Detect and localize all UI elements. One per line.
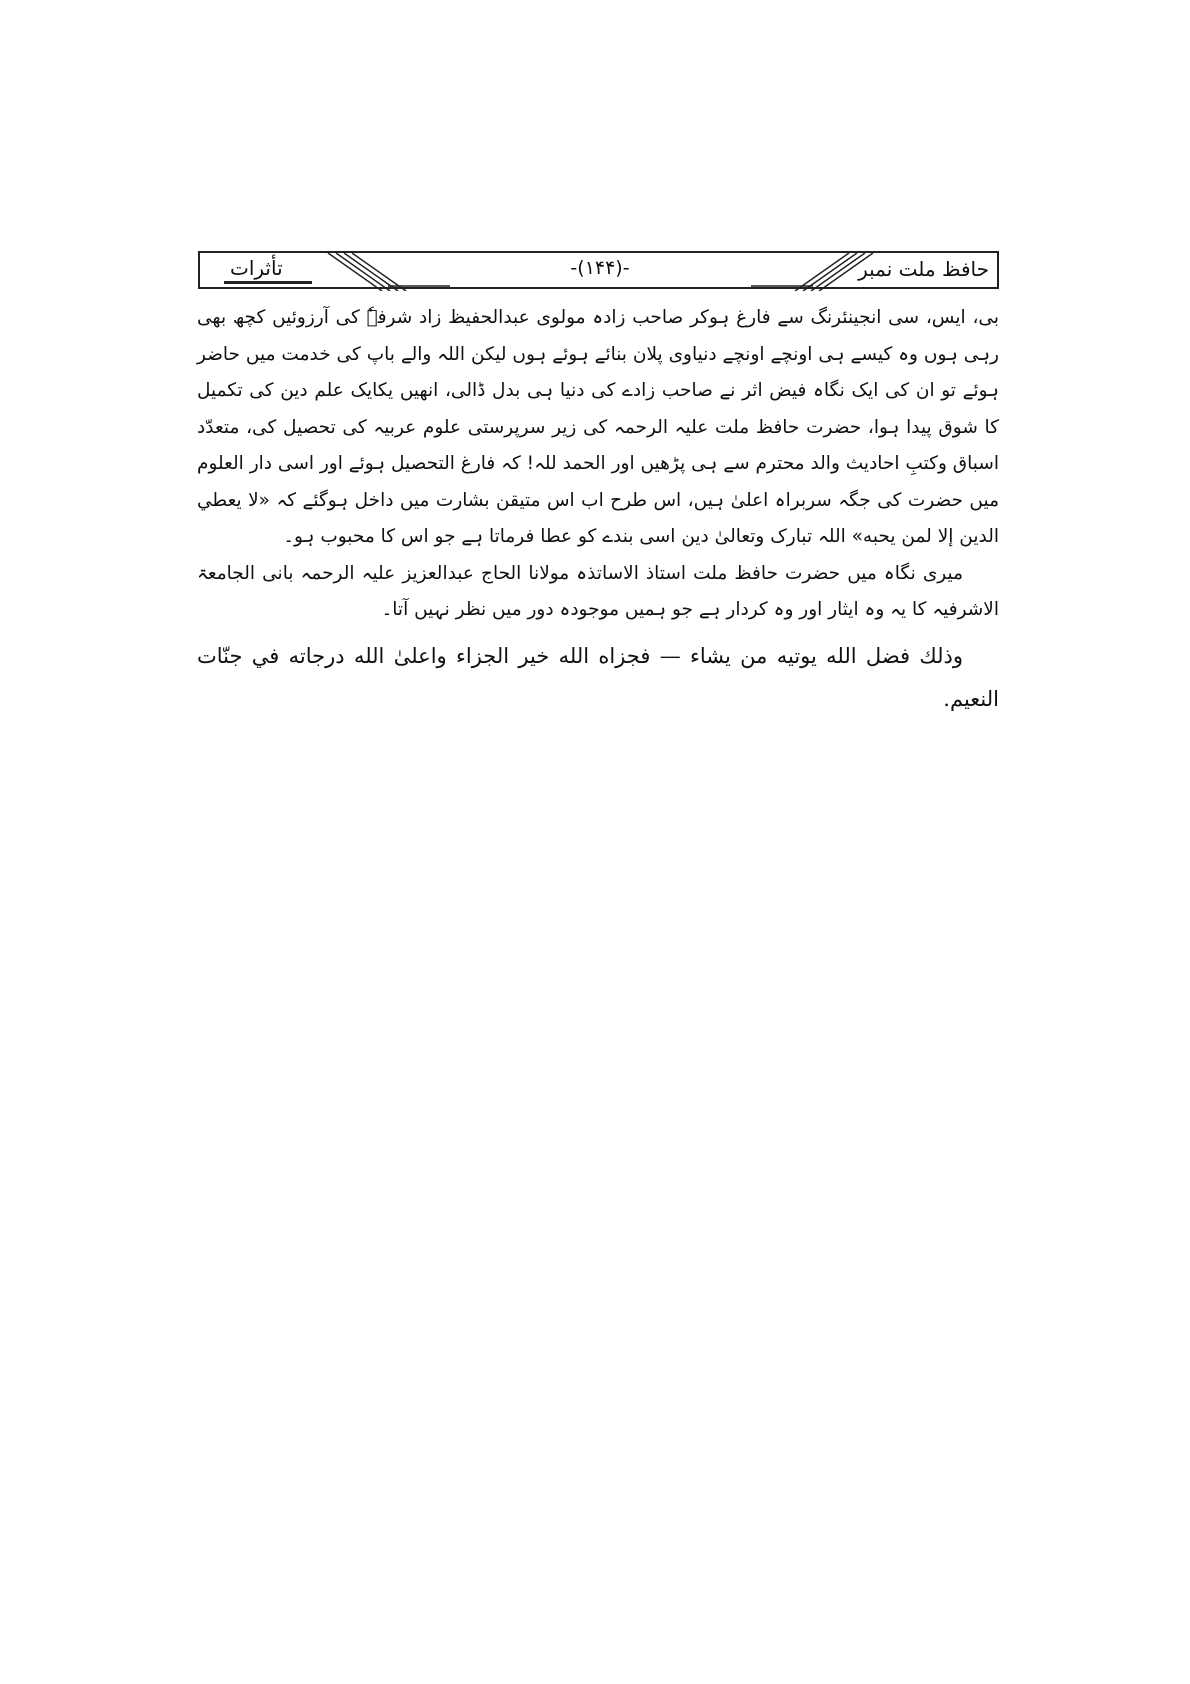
section-title: تأثرات (230, 256, 283, 280)
page-number: -(۱۴۴)- (570, 257, 630, 279)
page-body (197, 300, 999, 721)
body-paragraph: میری نگاہ میں حضرت حافظ ملت استاذ الاساتذہ مولانا الحاج عبدالعزیز علیہ الرحمہ بانی الجامعۃ الاشرفیہ کا یہ وہ ایثار اور وہ کردار ہے جو ہمیں موجودہ دور میں نظر نہیں آتا۔ (197, 562, 999, 620)
body-paragraph: بی، ایس، سی انجینئرنگ سے فارغ ہوکر صاحب زادہ مولوی عبدالحفیظ زاد شرفہٗ کی آرزوئیں کچھ بھی رہی ہوں وہ کیسے ہی اونچے اونچے دنیاوی پلان بنائے ہوئے ہوں لیکن اللہ والے باپ کی خدمت میں حاضر ہوئے تو ان کی ایک نگاہ فیض اثر نے صاحب زادے کی دنیا ہی بدل ڈالی، انھیں یکایک علم دین کی تکمیل کا شوق پیدا ہوا، حضرت حافظ ملت علیہ الرحمہ کی زیر سرپرستی علوم عربیہ کی تحصیل کی، متعدّد اسباق وکتبِ احادیث والد محترم سے ہی پڑھیں اور الحمد للہ! کہ فارغ التحصیل ہوئے اور اسی دار العلوم میں حضرت کی جگہ سربراہ اعلیٰ ہیں، اس طرح اب اس متیقن بشارت میں داخل ہوگئے کہ «لا يعطي الدين إلا لمن يحبه» اللہ تبارک وتعالیٰ دین اسی بندے کو عطا فرماتا ہے جو اس کا محبوب ہو۔ (196, 307, 999, 547)
closing-prayer: وذلك فضل الله يوتيه من يشاء — فجزاه الله خير الجزاء واعلىٰ الله درجاته في جنّات النعيم. (197, 643, 999, 711)
page-header (198, 251, 999, 289)
section-title-underline (224, 281, 312, 284)
book-title: حافظ ملت نمبر (858, 257, 989, 281)
